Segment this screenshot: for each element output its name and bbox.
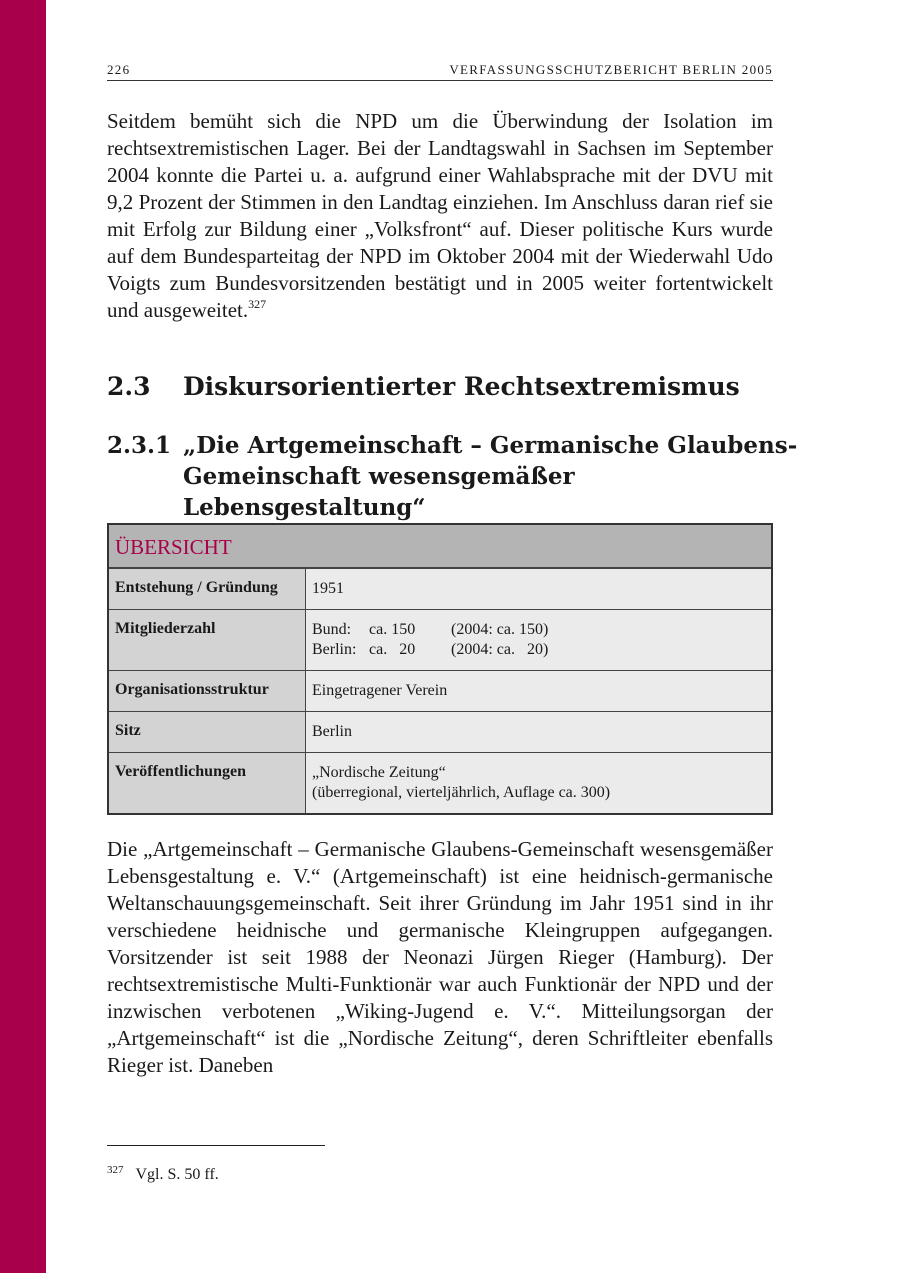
- paragraph-npd: [107, 108, 773, 324]
- footnote: [107, 1164, 219, 1184]
- row-label: Sitz: [109, 712, 306, 752]
- cell: Berlin:: [312, 641, 357, 658]
- table-row: [109, 568, 771, 609]
- cell: (2004: ca. 150): [451, 621, 549, 638]
- row-label: Veröffentlichungen: [109, 753, 306, 813]
- subsection-number: 2.3.1: [107, 432, 172, 459]
- section-number: 2.3: [107, 372, 151, 401]
- row-value: Berlin: [306, 712, 771, 752]
- footnote-text: Vgl. S. 50 ff.: [135, 1166, 219, 1183]
- footnote-number: 327: [107, 1164, 124, 1176]
- paragraph-text: Seitdem bemüht sich die NPD um die Überwindung der Isolation im rechtsextremistischen Lager. Bei der Landtagswahl in Sachsen im September 2004 konnte die Partei u. a. aufgrund einer Wahlabsprache mit der DVU mit 9,2 Prozent der Stimmen in den Landtag einziehen. Im Anschluss daran rief sie mit Erfolg zur Bildung einer „Volksfront“ auf. Dieser politische Kurs wurde auf dem Bundesparteitag der NPD im Oktober 2004 mit der Wiederwahl Udo Voigts zum Bundesvorsitzenden bestätigt und in 2005 weiter fortentwickelt und ausgeweitet.: [107, 109, 773, 322]
- footnote-separator: [107, 1145, 325, 1146]
- row-value: [306, 610, 771, 670]
- publication-title: „Nordische Zeitung“: [312, 764, 446, 781]
- member-line-berlin: [312, 640, 771, 660]
- table-row: [109, 711, 771, 752]
- table-row: [109, 670, 771, 711]
- section-title: Diskursorientierter Rechtsextremismus: [183, 372, 740, 401]
- overview-heading: ÜBERSICHT: [109, 525, 771, 568]
- footnote-ref: 327: [248, 297, 267, 311]
- page-header: [107, 60, 773, 81]
- cell: Bund:: [312, 621, 352, 638]
- row-label: Entstehung / Gründung: [109, 569, 306, 609]
- cell: (2004: ca. 20): [451, 641, 549, 658]
- overview-table: [107, 523, 773, 815]
- subsection-title: „Die Artgemeinschaft – Germanische Glaubens-Gemeinschaft wesensgemäßer Lebensgestaltung“: [183, 432, 798, 521]
- row-value: 1951: [306, 569, 771, 609]
- cell: ca. 150: [369, 621, 416, 638]
- row-value: Eingetragener Verein: [306, 671, 771, 711]
- publication-details: (überregional, vierteljährlich, Auflage ca. 300): [312, 784, 611, 801]
- running-title: VERFASSUNGSSCHUTZBERICHT BERLIN 2005: [449, 62, 773, 77]
- row-label: Organisationsstruktur: [109, 671, 306, 711]
- row-label: Mitgliederzahl: [109, 610, 306, 670]
- member-line-bund: [312, 620, 771, 640]
- margin-stripe: [0, 0, 46, 1273]
- table-row: [109, 752, 771, 813]
- cell: ca. 20: [369, 641, 416, 658]
- page-number: 226: [107, 62, 131, 77]
- row-value: [306, 753, 771, 813]
- paragraph-artgemeinschaft: Die „Artgemeinschaft – Germanische Glaubens-Gemeinschaft wesensgemäßer Lebensgestaltung e. V.“ (Artgemeinschaft) ist eine heidnisch-germanische Weltanschauungsgemeinschaft. Seit ihrer Gründung im Jahr 1951 sind in ihr verschiedene heidnische und germanische Kleingruppen aufgegangen. Vorsitzender ist seit 1988 der Neonazi Jürgen Rieger (Hamburg). Der rechtsextremistische Multi-Funktionär war auch Funktionär der NPD und der inzwischen verbotenen „Wiking-Jugend e. V.“. Mitteilungsorgan der „Artgemeinschaft“ ist die „Nordische Zeitung“, deren Schriftleiter ebenfalls Rieger ist. Daneben: [107, 837, 773, 1077]
- table-row: [109, 609, 771, 670]
